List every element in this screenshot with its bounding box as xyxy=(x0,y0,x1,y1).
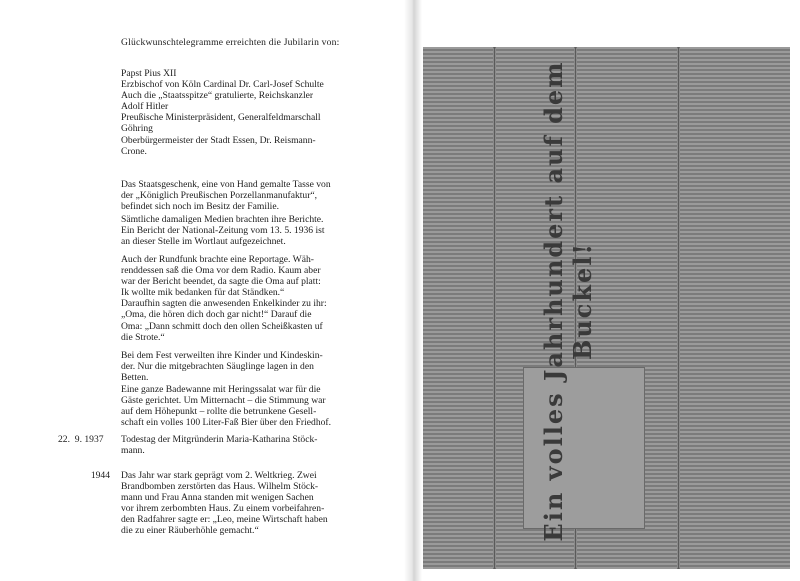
list-item: Adolf Hitler xyxy=(121,101,169,113)
text-line: Ik wollte mik bedanken für dat Ständken.“ xyxy=(121,287,285,299)
book-gutter xyxy=(404,0,422,581)
text-line: Brandbomben zerstörten das Haus. Wilhelm Stöck- xyxy=(121,481,319,493)
clipping-headline: Ein volles Jahrhundert auf dem Buckel! xyxy=(539,60,597,542)
text-line: Das Staatsgeschenk, eine von Hand gemalte Tasse von xyxy=(121,179,331,190)
paragraph-bathtub xyxy=(121,384,370,428)
text-line: mann. xyxy=(121,445,145,457)
text-line: an dieser Stelle im Wortlaut aufgezeichnet. xyxy=(121,236,286,248)
text-line: Daraufhin sagten die anwesenden Enkelkinder zu ihr: xyxy=(121,298,327,310)
text-line: Betten. xyxy=(121,372,149,384)
list-item: Oberbürgermeister der Stadt Essen, Dr. Reismann- xyxy=(121,134,316,146)
text-line: Sämtliche damaligen Medien brachten ihre Berichte. xyxy=(121,214,324,225)
list-item: Preußische Ministerpräsident, Generalfeldmarschall xyxy=(121,112,321,124)
text-line: befindet sich noch im Besitz der Familie. xyxy=(121,201,279,213)
text-line: Auch der Rundfunk brachte eine Reportage. Wäh- xyxy=(121,254,314,265)
entry-date-1944: 1944 xyxy=(90,470,110,481)
newspaper-clipping-photo xyxy=(423,47,790,569)
clipping-rule xyxy=(494,47,495,569)
text-line: schaft ein volles 100 Liter-Faß Bier über den Friedhof. xyxy=(121,417,332,429)
text-line: Eine ganze Badewanne mit Heringssalat war für die xyxy=(121,384,321,395)
text-line: auf dem Höhepunkt – rollte die betrunkene Gesell- xyxy=(121,406,317,418)
list-item: Auch die „Staatsspitze“ gratulierte, Reichskanzler xyxy=(121,90,314,102)
text-line: vor ihrem zerbombten Haus. Zu einem vorbeifahren- xyxy=(121,503,325,515)
text-line: Ein Bericht der National-Zeitung vom 13. 5. 1936 ist xyxy=(121,225,325,237)
list-item: Papst Pius XII xyxy=(121,68,177,79)
text-line: der „Königlich Preußischen Porzellanmanufaktur“, xyxy=(121,190,318,202)
clipping-column xyxy=(680,47,790,569)
list-item: Crone. xyxy=(121,145,147,157)
paragraph-radio xyxy=(121,254,370,343)
list-item: Göhring xyxy=(121,123,153,135)
text-line: die Strote.“ xyxy=(121,331,165,343)
text-line: Bei dem Fest verweilten ihre Kinder und Kindeskin- xyxy=(121,350,323,361)
clipping-rule xyxy=(678,47,679,569)
text-line: die zu einer Räuberhöhle gemacht.“ xyxy=(121,525,259,537)
text-line: Oma: „Dann schmitt doch den ollen Scheißkasten uf xyxy=(121,320,323,332)
list-item: Erzbischof von Köln Cardinal Dr. Carl-Josef Schulte xyxy=(121,79,324,91)
text-line: der. Nur die mitgebrachten Säuglinge lagen in den xyxy=(121,361,314,373)
text-line: renddessen saß die Oma vor dem Radio. Kaum aber xyxy=(121,265,321,277)
paragraph-media xyxy=(121,214,370,247)
paragraph-children xyxy=(121,350,370,383)
entry-1937 xyxy=(121,434,370,456)
text-line: Gäste gerichtet. Um Mitternacht – die Stimmung war xyxy=(121,395,326,407)
congratulators-list xyxy=(121,68,370,157)
page-heading: Glückwunschtelegramme erreichten die Jubilarin von: xyxy=(121,37,340,48)
text-line: den Radfahrer sagte er: „Leo, meine Wirtschaft haben xyxy=(121,514,328,526)
entry-1944 xyxy=(121,470,370,537)
text-line: Todestag der Mitgründerin Maria-Katharina Stöck- xyxy=(121,434,318,445)
text-line: Das Jahr war stark geprägt vom 2. Weltkrieg. Zwei xyxy=(121,470,317,481)
text-line: „Oma, die hören dich doch gar nicht!“ Darauf die xyxy=(121,309,312,321)
clipping-column xyxy=(423,47,493,569)
paragraph-gift xyxy=(121,179,370,212)
text-line: mann und Frau Anna standen mit wenigen Sachen xyxy=(121,492,314,504)
text-line: war der Bericht beendet, da sagte die Oma auf platt: xyxy=(121,276,321,288)
entry-date-1937: 22. 9. 1937 xyxy=(58,434,104,445)
